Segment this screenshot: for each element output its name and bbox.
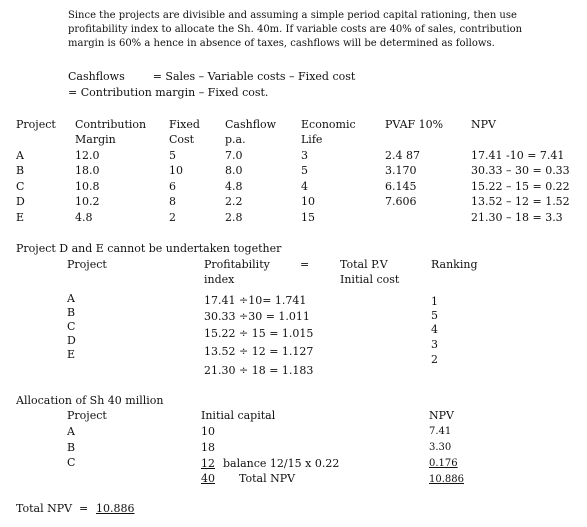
row-cashflow: 8.0 xyxy=(225,164,243,177)
header-contribution: Margin xyxy=(75,133,116,146)
header-project: Project xyxy=(67,409,107,422)
header-npv: NPV xyxy=(429,409,454,422)
header-pi: Profitability xyxy=(204,258,270,271)
header-pvaf: PVAF 10% xyxy=(385,118,444,131)
header-economic: Life xyxy=(301,133,323,146)
header-fixed: Cost xyxy=(169,133,195,146)
rank-value: 1 xyxy=(431,295,438,308)
alloc-balance: balance 12/15 x 0.22 xyxy=(223,457,340,470)
row-npv: 21.30 – 18 = 3.3 xyxy=(471,211,563,224)
row-cashflow: 7.0 xyxy=(225,149,243,162)
row-npv: 30.33 – 30 = 0.33 xyxy=(471,164,570,177)
formula-line: Cashflows = Sales – Variable costs – Fixed cost xyxy=(68,70,356,83)
row-project: B xyxy=(16,164,25,177)
row-project: C xyxy=(16,180,25,193)
alloc-capital: 12 xyxy=(201,457,215,470)
header-capital: Initial capital xyxy=(201,409,276,422)
pi-value: 17.41 ÷10= 1.741 xyxy=(204,294,307,307)
row-npv: 17.41 -10 = 7.41 xyxy=(471,149,565,162)
header-contribution: Contribution xyxy=(75,118,147,131)
rank-value: 2 xyxy=(431,353,438,366)
alloc-npv: 0.176 xyxy=(429,458,458,469)
row-npv: 15.22 – 15 = 0.22 xyxy=(471,180,570,193)
pi-value: 13.52 ÷ 12 = 1.127 xyxy=(204,345,314,358)
header-economic: Economic xyxy=(301,118,356,131)
row-project: E xyxy=(16,211,25,224)
header-ratio: Initial cost xyxy=(340,273,400,286)
row-margin: 12.0 xyxy=(75,149,100,162)
row-pvaf: 7.606 xyxy=(385,195,417,208)
header-project: Project xyxy=(67,258,107,271)
row-fixed: 10 xyxy=(169,164,183,177)
formula-line: = Contribution margin – Fixed cost. xyxy=(68,86,269,99)
alloc-project: C xyxy=(67,456,76,469)
row-life: 10 xyxy=(301,195,315,208)
header-ranking: Ranking xyxy=(431,258,478,271)
alloc-capital: 10 xyxy=(201,425,215,438)
row-life: 3 xyxy=(301,149,308,162)
row-npv: 13.52 – 12 = 1.52 xyxy=(471,195,570,208)
pi-project: D xyxy=(67,334,76,347)
header-project: Project xyxy=(16,118,56,131)
header-fixed: Fixed xyxy=(169,118,200,131)
row-fixed: 8 xyxy=(169,195,176,208)
constraint-note: Project D and E cannot be undertaken together xyxy=(16,242,282,255)
header-pi: index xyxy=(204,273,235,286)
alloc-project: B xyxy=(67,441,76,454)
intro-line: margin is 60% a hence in absence of taxes, cashflows will be determined as follows. xyxy=(68,38,495,49)
header-cashflow: Cashflow xyxy=(225,118,277,131)
rank-value: 3 xyxy=(431,338,438,351)
header-ratio: Total P.V xyxy=(340,258,388,271)
pi-project: E xyxy=(67,348,76,361)
header-npv: NPV xyxy=(471,118,496,131)
row-life: 15 xyxy=(301,211,315,224)
pi-project: C xyxy=(67,320,76,333)
pi-value: 30.33 ÷30 = 1.011 xyxy=(204,310,310,323)
row-life: 5 xyxy=(301,164,308,177)
alloc-npv: 3.30 xyxy=(429,442,452,453)
row-margin: 18.0 xyxy=(75,164,100,177)
header-cashflow: p.a. xyxy=(225,133,246,146)
row-margin: 4.8 xyxy=(75,211,93,224)
row-cashflow: 4.8 xyxy=(225,180,243,193)
rank-value: 4 xyxy=(431,323,438,336)
row-pvaf: 6.145 xyxy=(385,180,417,193)
row-margin: 10.8 xyxy=(75,180,100,193)
row-fixed: 5 xyxy=(169,149,176,162)
final-total-label: Total NPV = xyxy=(16,502,92,515)
row-cashflow: 2.8 xyxy=(225,211,243,224)
intro-line: profitability index to allocate the Sh. 40m. If variable costs are 40% of sales, contribution xyxy=(68,24,523,35)
row-project: D xyxy=(16,195,25,208)
row-pvaf: 2.4 87 xyxy=(385,149,420,162)
alloc-total-npv: 10.886 xyxy=(429,474,464,485)
row-pvaf: 3.170 xyxy=(385,164,417,177)
alloc-project: A xyxy=(67,425,75,438)
pi-project: B xyxy=(67,306,76,319)
alloc-npv: 7.41 xyxy=(429,426,452,437)
row-life: 4 xyxy=(301,180,308,193)
alloc-total-capital: 40 xyxy=(201,472,215,485)
pi-value: 15.22 ÷ 15 = 1.015 xyxy=(204,327,314,340)
pi-value: 21.30 ÷ 18 = 1.183 xyxy=(204,364,314,377)
intro-line: Since the projects are divisible and assuming a simple period capital rationing, then use xyxy=(68,10,517,21)
header-equals: = xyxy=(300,258,310,271)
row-margin: 10.2 xyxy=(75,195,100,208)
row-project: A xyxy=(16,149,24,162)
allocation-title: Allocation of Sh 40 million xyxy=(16,394,164,407)
rank-value: 5 xyxy=(431,309,438,322)
alloc-capital: 18 xyxy=(201,441,215,454)
pi-project: A xyxy=(67,292,75,305)
row-fixed: 2 xyxy=(169,211,176,224)
alloc-total-label: Total NPV xyxy=(239,472,296,485)
row-cashflow: 2.2 xyxy=(225,195,243,208)
row-fixed: 6 xyxy=(169,180,176,193)
final-total-value: 10.886 xyxy=(96,502,135,515)
